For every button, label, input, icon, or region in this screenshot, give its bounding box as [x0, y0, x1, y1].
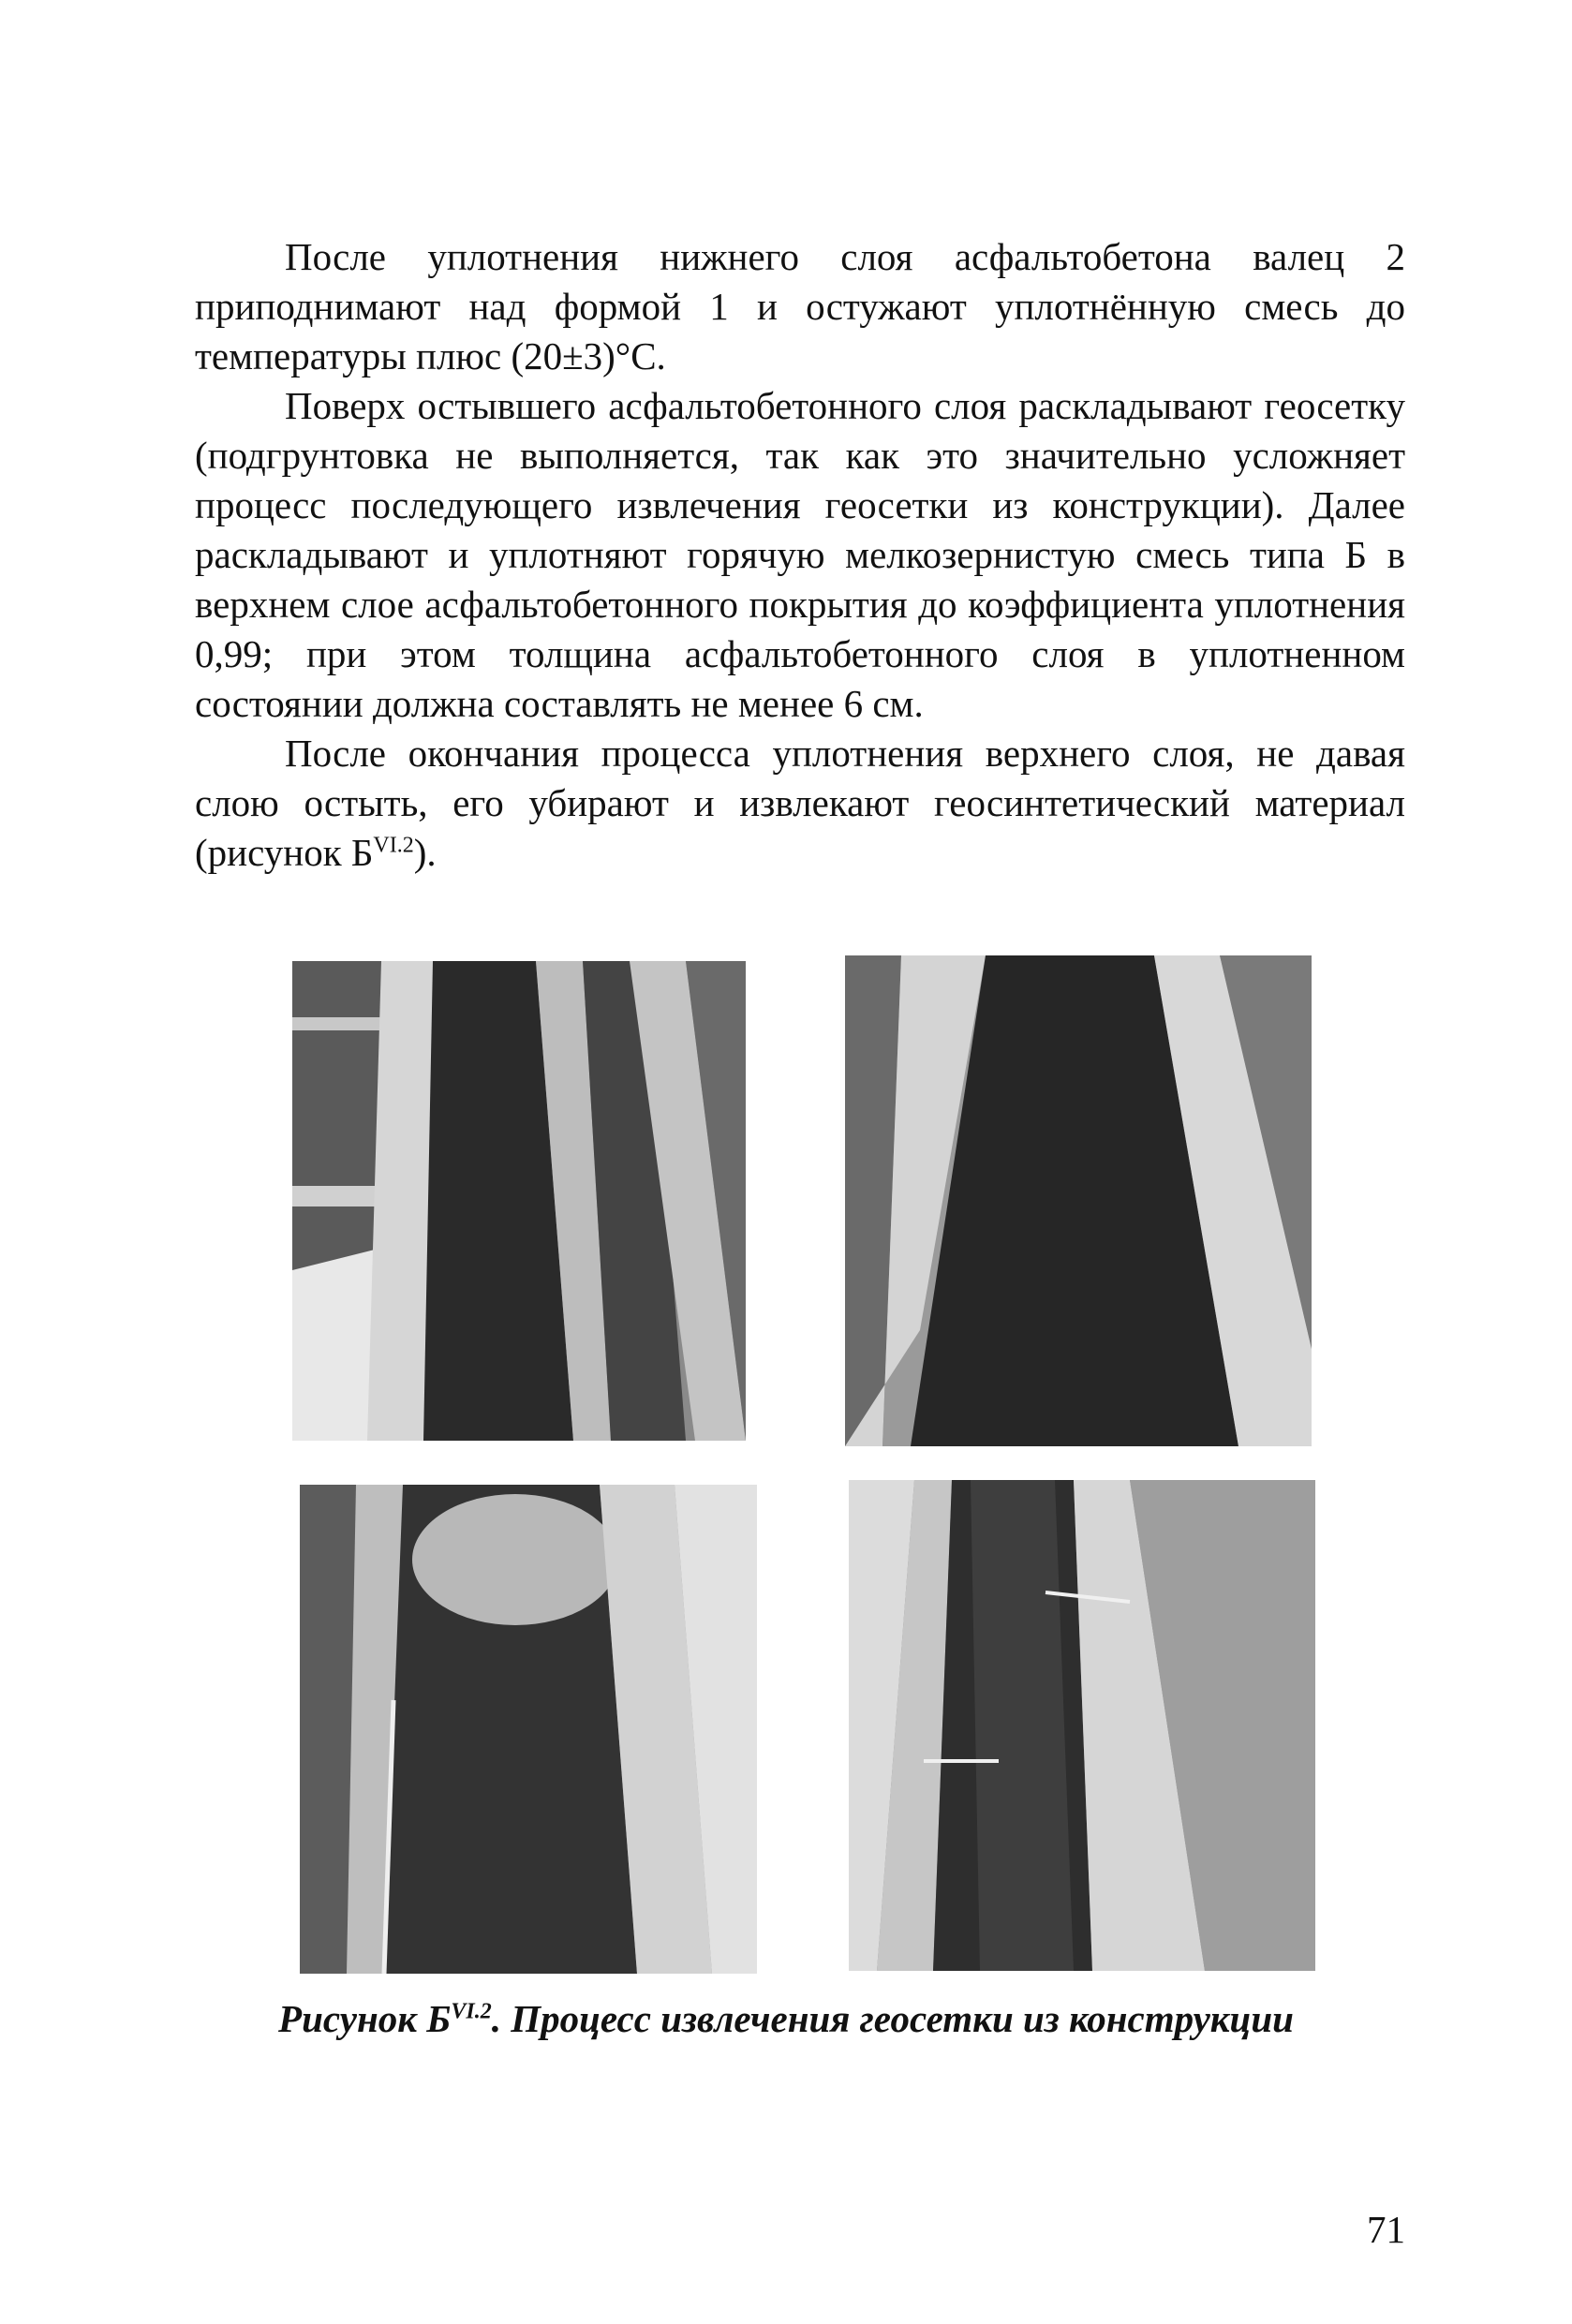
paragraph-3-tail: ).	[413, 831, 437, 874]
caption-figure-number: VI.2	[451, 1999, 492, 2024]
page-number: 71	[1367, 2208, 1405, 2251]
body-text	[195, 232, 1405, 878]
paragraph-1: После уплотнения нижнего слоя асфальтобетона валец 2 приподнимают над формой 1 и остужают уплотнённую смесь до температуры плюс (20±3)°С.	[195, 235, 1405, 377]
paragraph-2: Поверх остывшего асфальтобетонного слоя раскладывают геосетку (подгрунтовка не выполняется, так как это значительно усложняет процесс последующего извлечения геосетки из конструкции). Далее раскладывают и уплотняют горячую мелкозернистую смесь типа Б в верхнем слое асфальтобетонного покрытия до коэффициента уплотнения 0,99; при этом толщина асфальтобетонного слоя в уплотненном состоянии должна составлять не менее 6 см.	[195, 384, 1405, 725]
figure-caption	[169, 1995, 1403, 2042]
paragraph-3-figure-ref: VI.2	[373, 833, 414, 858]
photo-extraction-bottom-left	[300, 1485, 757, 1974]
caption-prefix: Рисунок Б	[278, 1997, 452, 2040]
photo-asphalt-top-right	[845, 955, 1312, 1446]
photo-form-top-left	[292, 961, 746, 1441]
photo-trench-bottom-right	[849, 1480, 1315, 1971]
paragraph-3-text: После окончания процесса уплотнения верхнего слоя, не давая слою остыть, его убирают и извлекают геосинтетический материал (рисунок Б	[195, 732, 1405, 874]
paragraph-3	[195, 729, 1405, 878]
caption-text: . Процесс извлечения геосетки из конструкции	[491, 1997, 1294, 2040]
